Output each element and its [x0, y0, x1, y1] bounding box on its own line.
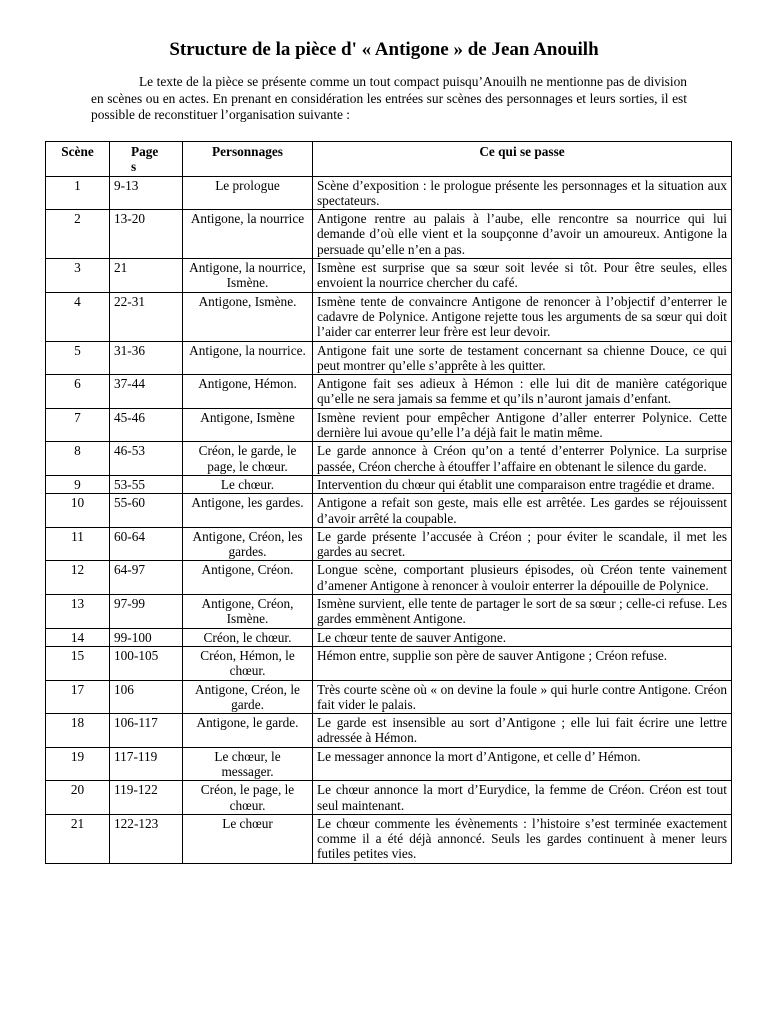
pages-cell: 97-99 [110, 595, 183, 629]
table-row [46, 210, 732, 259]
pages-cell: 106 [110, 680, 183, 714]
description-cell: Hémon entre, supplie son père de sauver Antigone ; Créon refuse. [313, 646, 732, 680]
description-cell: Antigone fait une sorte de testament concernant sa chienne Douce, ce qui peut montrer qu’elle s’apprête à les quitter. [313, 341, 732, 375]
pages-cell: 64-97 [110, 561, 183, 595]
header-personnages: Personnages [183, 142, 313, 177]
table-row [46, 494, 732, 528]
scene-cell: 5 [46, 341, 110, 375]
description-cell: Le chœur tente de sauver Antigone. [313, 628, 732, 646]
scene-cell: 1 [46, 176, 110, 210]
scene-cell: 18 [46, 714, 110, 748]
description-cell: Très courte scène où « on devine la foule » qui hurle contre Antigone. Créon fait vider le palais. [313, 680, 732, 714]
description-cell: Scène d’exposition : le prologue présente les personnages et la situation aux spectateurs. [313, 176, 732, 210]
scene-cell: 19 [46, 747, 110, 781]
pages-cell: 53-55 [110, 475, 183, 493]
scene-cell: 6 [46, 375, 110, 409]
personnages-cell: Antigone, les gardes. [183, 494, 313, 528]
personnages-cell: Antigone, Ismène. [183, 292, 313, 341]
table-row [46, 527, 732, 561]
table-row [46, 814, 732, 863]
table-row [46, 646, 732, 680]
description-cell: Antigone rentre au palais à l’aube, elle rencontre sa nourrice qui lui demande d’où elle vient et la soupçonne d’avoir un amoureux. Antigone la persuade qu’elle n’en a pas. [313, 210, 732, 259]
pages-cell: 119-122 [110, 781, 183, 815]
scene-cell: 9 [46, 475, 110, 493]
pages-cell: 106-117 [110, 714, 183, 748]
header-pages [110, 142, 183, 177]
pages-cell: 13-20 [110, 210, 183, 259]
personnages-cell: Créon, Hémon, le chœur. [183, 646, 313, 680]
personnages-cell: Le chœur. [183, 475, 313, 493]
pages-cell: 37-44 [110, 375, 183, 409]
scene-cell: 10 [46, 494, 110, 528]
table-row [46, 714, 732, 748]
pages-cell: 55-60 [110, 494, 183, 528]
description-cell: Longue scène, comportant plusieurs épisodes, où Créon tente vainement d’amener Antigone à renoncer à vouloir enterrer la dépouille de Polynice. [313, 561, 732, 595]
table-row [46, 442, 732, 476]
description-cell: Ismène tente de convaincre Antigone de renoncer à l’objectif d’enterrer le cadavre de Polynice. Antigone rejette tous les arguments de sa sœur qui doit l’aider car enterrer leur frère est leur devoir. [313, 292, 732, 341]
table-row [46, 341, 732, 375]
scene-cell: 17 [46, 680, 110, 714]
header-pages-label: Pages [131, 144, 159, 175]
scene-cell: 11 [46, 527, 110, 561]
personnages-cell: Antigone, la nourrice [183, 210, 313, 259]
description-cell: Le chœur annonce la mort d’Eurydice, la femme de Créon. Créon est tout seul maintenant. [313, 781, 732, 815]
structure-table [45, 141, 732, 864]
personnages-cell: Antigone, la nourrice. [183, 341, 313, 375]
personnages-cell: Antigone, Ismène [183, 408, 313, 442]
pages-cell: 117-119 [110, 747, 183, 781]
personnages-cell: Le chœur, le messager. [183, 747, 313, 781]
header-description: Ce qui se passe [313, 142, 732, 177]
scene-cell: 12 [46, 561, 110, 595]
table-row [46, 375, 732, 409]
header-scene: Scène [46, 142, 110, 177]
personnages-cell: Antigone, le garde. [183, 714, 313, 748]
scene-cell: 3 [46, 259, 110, 293]
description-cell: Le garde présente l’accusée à Créon ; pour éviter le scandale, il met les gardes au secret. [313, 527, 732, 561]
personnages-cell: Antigone, Créon. [183, 561, 313, 595]
table-row [46, 561, 732, 595]
personnages-cell: Le prologue [183, 176, 313, 210]
table-row [46, 292, 732, 341]
personnages-cell: Antigone, la nourrice, Ismène. [183, 259, 313, 293]
description-cell: Antigone fait ses adieux à Hémon : elle lui dit de manière catégorique qu’elle ne sera jamais sa femme et qu’ils n’auront jamais d’enfant. [313, 375, 732, 409]
personnages-cell: Créon, le page, le chœur. [183, 781, 313, 815]
intro-paragraph: Le texte de la pièce se présente comme un tout compact puisqu’Anouilh ne mentionne pas de division en scènes ou en actes. En prenant en considération les entrées sur scènes des personnages et leurs sorties, il est possible de reconstituer l’organisation suivante : [91, 74, 687, 122]
personnages-cell: Le chœur [183, 814, 313, 863]
pages-cell: 100-105 [110, 646, 183, 680]
pages-cell: 60-64 [110, 527, 183, 561]
pages-cell: 45-46 [110, 408, 183, 442]
pages-cell: 46-53 [110, 442, 183, 476]
table-row [46, 176, 732, 210]
personnages-cell: Antigone, Créon, Ismène. [183, 595, 313, 629]
description-cell: Ismène survient, elle tente de partager le sort de sa sœur ; celle-ci refuse. Les gardes emmènent Antigone. [313, 595, 732, 629]
pages-cell: 21 [110, 259, 183, 293]
description-cell: Le chœur commente les évènements : l’histoire s’est terminée exactement comme il a été déjà annoncé. Seuls les gardes continuent à mener leurs futiles petites vies. [313, 814, 732, 863]
scene-cell: 13 [46, 595, 110, 629]
pages-cell: 122-123 [110, 814, 183, 863]
description-cell: Le garde est insensible au sort d’Antigone ; elle lui fait écrire une lettre adressée à Hémon. [313, 714, 732, 748]
table-row [46, 747, 732, 781]
pages-cell: 31-36 [110, 341, 183, 375]
pages-cell: 22-31 [110, 292, 183, 341]
table-row [46, 781, 732, 815]
pages-cell: 99-100 [110, 628, 183, 646]
personnages-cell: Antigone, Hémon. [183, 375, 313, 409]
scene-cell: 15 [46, 646, 110, 680]
personnages-cell: Créon, le garde, le page, le chœur. [183, 442, 313, 476]
personnages-cell: Antigone, Créon, les gardes. [183, 527, 313, 561]
scene-cell: 14 [46, 628, 110, 646]
scene-cell: 2 [46, 210, 110, 259]
scene-cell: 4 [46, 292, 110, 341]
table-row [46, 595, 732, 629]
scene-cell: 20 [46, 781, 110, 815]
table-row [46, 475, 732, 493]
table-header-row [46, 142, 732, 177]
scene-cell: 7 [46, 408, 110, 442]
table-row [46, 408, 732, 442]
description-cell: Le garde annonce à Créon qu’on a tenté d’enterrer Polynice. La surprise passée, Créon cherche à étouffer l’affaire en obtenant le silence du garde. [313, 442, 732, 476]
description-cell: Ismène est surprise que sa sœur soit levée si tôt. Pour être seules, elles envoient la nourrice chercher du café. [313, 259, 732, 293]
page-title: Structure de la pièce d' « Antigone » de Jean Anouilh [169, 39, 599, 60]
scene-cell: 8 [46, 442, 110, 476]
personnages-cell: Antigone, Créon, le garde. [183, 680, 313, 714]
description-cell: Antigone a refait son geste, mais elle est arrêtée. Les gardes se réjouissent d’avoir arrêté la coupable. [313, 494, 732, 528]
table-row [46, 259, 732, 293]
description-cell: Intervention du chœur qui établit une comparaison entre tragédie et drame. [313, 475, 732, 493]
description-cell: Le messager annonce la mort d’Antigone, et celle d’ Hémon. [313, 747, 732, 781]
description-cell: Ismène revient pour empêcher Antigone d’aller enterrer Polynice. Cette dernière lui avoue qu’elle l’a déjà fait le matin même. [313, 408, 732, 442]
pages-cell: 9-13 [110, 176, 183, 210]
table-row [46, 680, 732, 714]
scene-cell: 21 [46, 814, 110, 863]
table-row [46, 628, 732, 646]
personnages-cell: Créon, le chœur. [183, 628, 313, 646]
